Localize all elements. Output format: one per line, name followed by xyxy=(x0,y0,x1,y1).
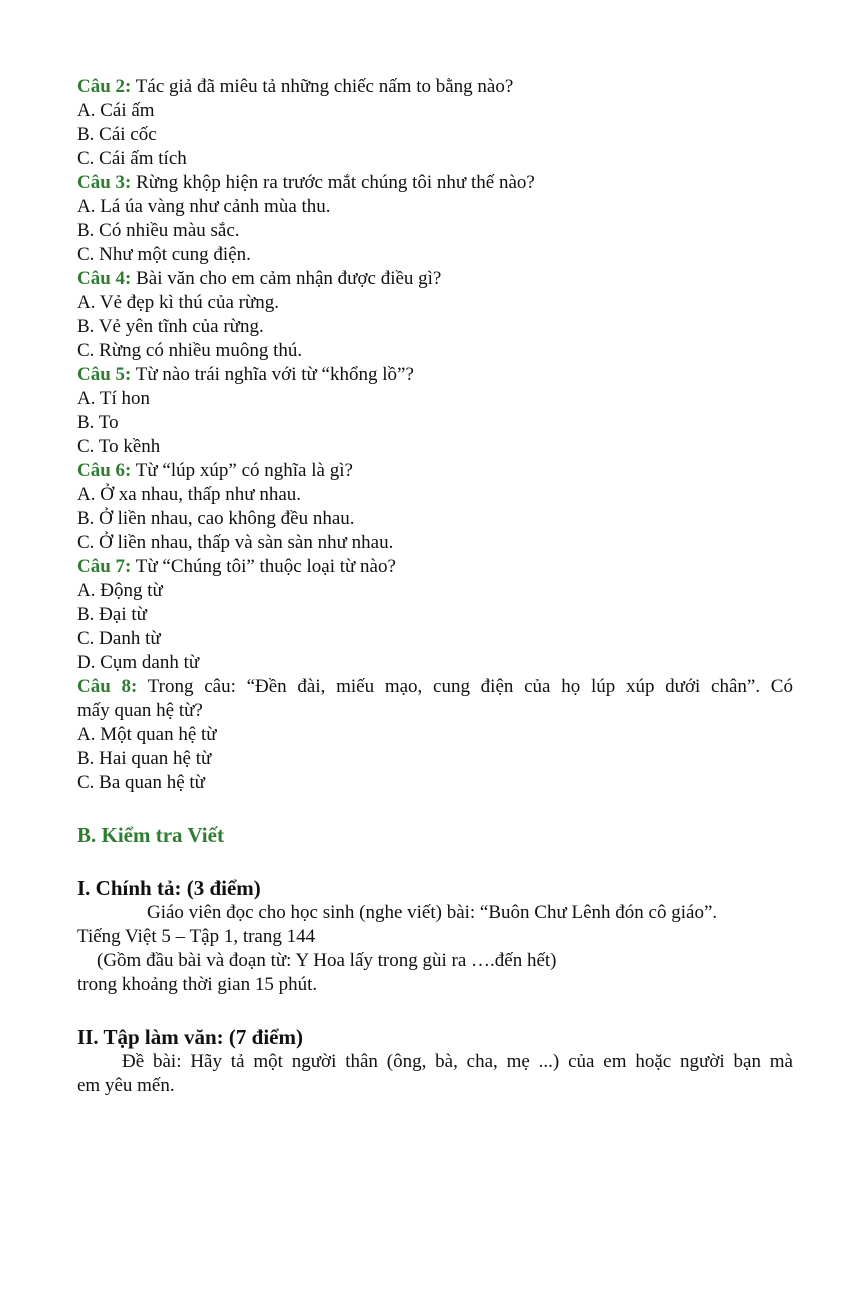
answer-option: B. Cái cốc xyxy=(77,124,157,145)
answer-option: A. Cái ấm xyxy=(77,100,155,121)
question-label: Câu 8: xyxy=(77,676,138,697)
answer-option: B. Đại từ xyxy=(77,604,147,625)
question-6 xyxy=(77,459,793,555)
question-text-continued: mấy quan hệ từ? xyxy=(77,700,203,721)
question-text: Từ “Chúng tôi” thuộc loại từ nào? xyxy=(131,556,396,577)
answer-option: A. Tí hon xyxy=(77,388,151,409)
question-label: Câu 5: xyxy=(77,364,132,385)
answer-option: C. Như một cung điện. xyxy=(77,244,251,265)
answer-option: B. Hai quan hệ từ xyxy=(77,748,212,769)
question-label: Câu 4: xyxy=(77,268,132,289)
question-text: Bài văn cho em cảm nhận được điều gì? xyxy=(131,268,442,289)
question-7 xyxy=(77,555,793,675)
part1-paragraph-line: Tiếng Việt 5 – Tập 1, trang 144 xyxy=(77,926,316,947)
question-text: Trong câu: “Đền đài, miếu mạo, cung điện của họ lúp xúp dưới chân”. Có xyxy=(137,676,793,697)
answer-option: C. Rừng có nhiều muông thú. xyxy=(77,340,303,361)
answer-option: B. To xyxy=(77,412,119,433)
answer-option: A. Ở xa nhau, thấp như nhau. xyxy=(77,484,302,505)
question-8 xyxy=(77,675,793,795)
question-6-stem xyxy=(77,459,793,483)
question-3 xyxy=(77,171,793,267)
answer-option: C. Ở liền nhau, thấp và sàn sàn như nhau. xyxy=(77,532,394,553)
answer-option: B. Vẻ yên tĩnh của rừng. xyxy=(77,316,264,337)
part1-heading: I. Chính tả: (3 điểm) xyxy=(77,876,261,900)
question-text: Từ nào trái nghĩa với từ “khổng lồ”? xyxy=(131,364,414,385)
question-7-stem xyxy=(77,555,793,579)
answer-option: B. Có nhiều màu sắc. xyxy=(77,220,240,241)
question-label: Câu 2: xyxy=(77,76,132,97)
part1-paragraph-line: (Gồm đầu bài và đoạn từ: Y Hoa lấy trong gùi ra ….đến hết) xyxy=(97,950,557,971)
section-b-title: B. Kiểm tra Viết xyxy=(77,823,224,847)
question-3-stem xyxy=(77,171,793,195)
part2-paragraph-line: em yêu mến. xyxy=(77,1075,175,1096)
question-label: Câu 7: xyxy=(77,556,132,577)
answer-option: A. Lá úa vàng như cảnh mùa thu. xyxy=(77,196,331,217)
part2-heading: II. Tập làm văn: (7 điểm) xyxy=(77,1025,303,1049)
question-label: Câu 6: xyxy=(77,460,132,481)
answer-option: A. Vẻ đẹp kì thú của rừng. xyxy=(77,292,280,313)
answer-option: C. Ba quan hệ từ xyxy=(77,772,205,793)
question-2-stem xyxy=(77,75,793,99)
answer-option: D. Cụm danh từ xyxy=(77,652,200,673)
part1-paragraph-line: trong khoảng thời gian 15 phút. xyxy=(77,974,318,995)
question-text: Từ “lúp xúp” có nghĩa là gì? xyxy=(131,460,353,481)
question-4 xyxy=(77,267,793,363)
answer-option: B. Ở liền nhau, cao không đều nhau. xyxy=(77,508,355,529)
question-2 xyxy=(77,75,793,171)
question-4-stem xyxy=(77,267,793,291)
question-5-stem xyxy=(77,363,793,387)
answer-option: C. To kềnh xyxy=(77,436,161,457)
answer-option: C. Danh từ xyxy=(77,628,161,649)
answer-option: A. Một quan hệ từ xyxy=(77,724,217,745)
question-text: Rừng khộp hiện ra trước mắt chúng tôi như thế nào? xyxy=(131,172,535,193)
part1-paragraph-line: Giáo viên đọc cho học sinh (nghe viết) bài: “Buôn Chư Lênh đón cô giáo”. xyxy=(147,902,718,923)
document-page xyxy=(77,75,793,1098)
question-8-stem xyxy=(77,675,793,699)
question-label: Câu 3: xyxy=(77,172,132,193)
question-text: Tác giả đã miêu tả những chiếc nấm to bằng nào? xyxy=(131,76,514,97)
answer-option: A. Động từ xyxy=(77,580,163,601)
answer-option: C. Cái ấm tích xyxy=(77,148,187,169)
part2-paragraph-line: Đề bài: Hãy tả một người thân (ông, bà, cha, mẹ ...) của em hoặc người bạn mà xyxy=(122,1051,793,1072)
question-5 xyxy=(77,363,793,459)
